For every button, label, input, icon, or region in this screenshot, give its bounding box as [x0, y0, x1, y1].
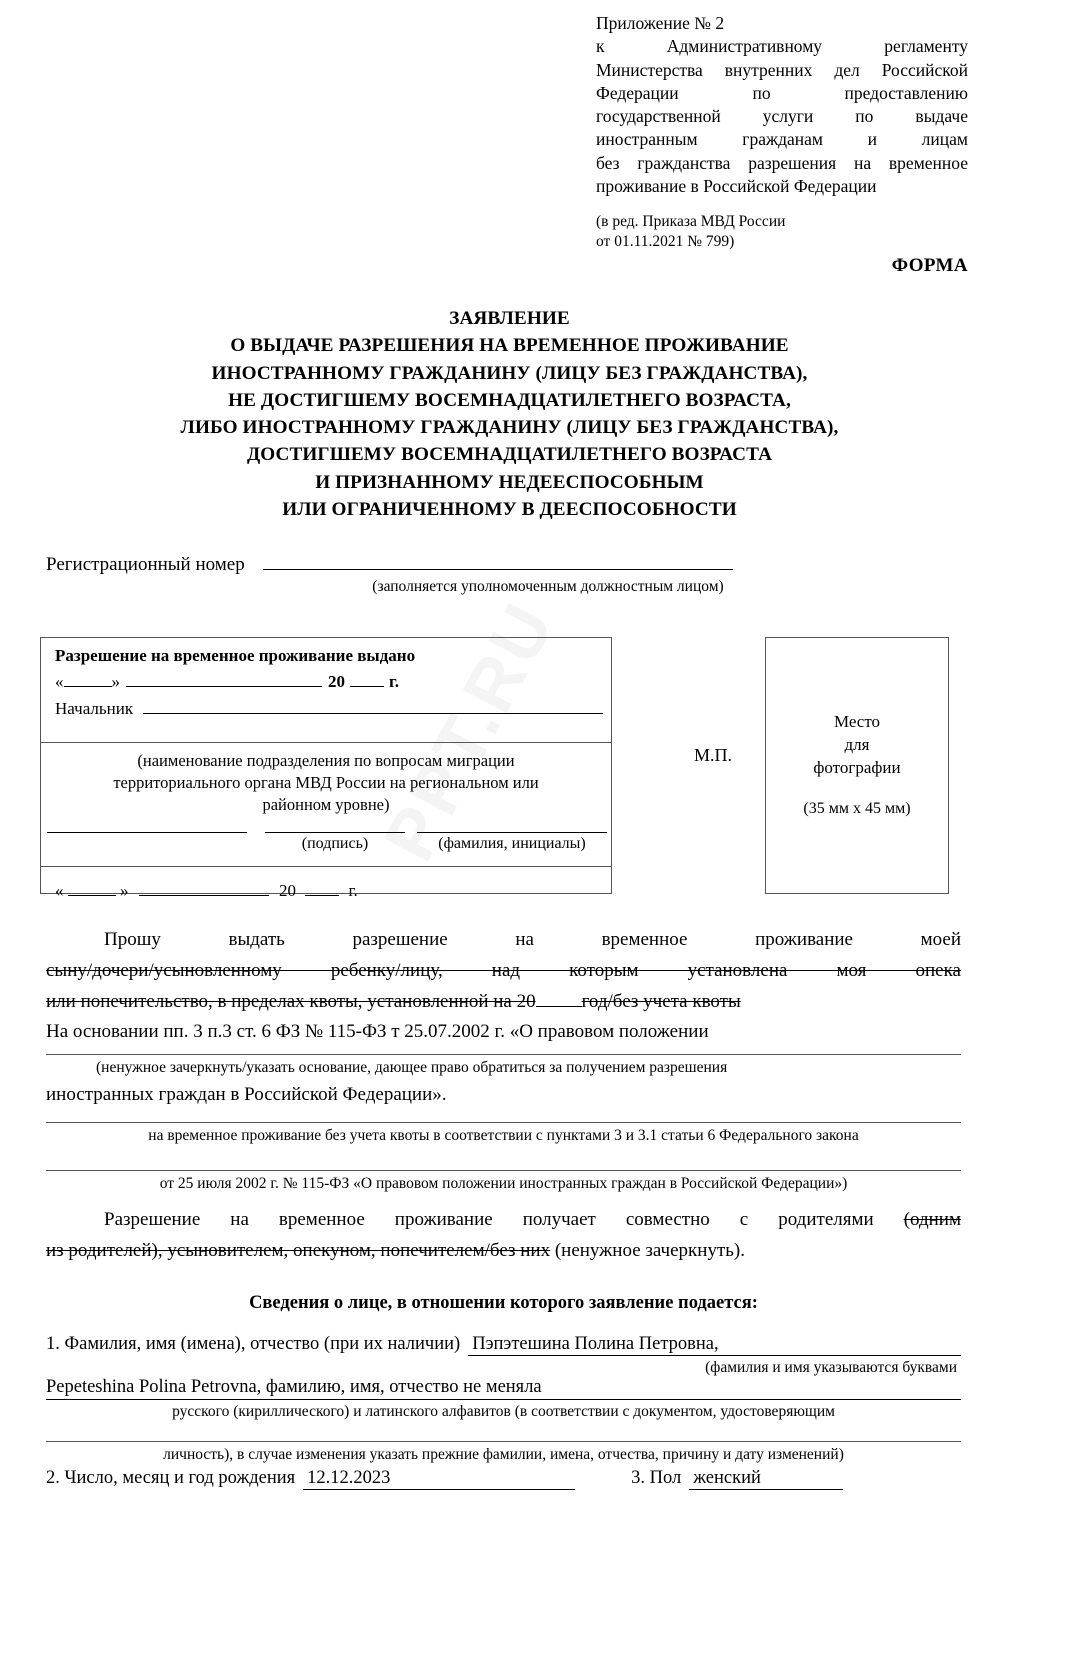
permit-chief-name-caption: [47, 833, 247, 853]
permit-box-divider-top: [41, 742, 611, 743]
permit-issued-title: Разрешение на временное проживание выдано: [55, 646, 416, 665]
permit-department-hint: [51, 750, 601, 815]
permit-bottom-year-prefix: 20: [279, 881, 296, 900]
permit-day-input[interactable]: [64, 671, 112, 687]
appendix-ref-line-2: Министерства внутренних дел Российской: [596, 59, 968, 80]
photo-label-line-3: фотографии: [813, 758, 901, 778]
hint-1-line-1: (ненужное зачеркнуть/указать основание, дающее право обратиться за получением разрешения: [96, 1059, 728, 1077]
edition-note-line-2: от 01.11.2021 № 799): [596, 233, 735, 251]
person-section-heading: Сведения о лице, в отношении которого заявление подается:: [249, 1292, 758, 1313]
request-line-1: Прошу выдать разрешение на временное проживание моей: [104, 929, 961, 950]
title-line-1: ЗАЯВЛЕНИЕ: [449, 308, 570, 329]
birthdate-input[interactable]: 12.12.2023: [303, 1468, 575, 1490]
application-body: [46, 925, 961, 1490]
permit-bottom-day-input[interactable]: [68, 880, 116, 896]
photo-dimensions: (35 мм х 45 мм): [803, 800, 911, 818]
title-line-3: ИНОСТРАННОМУ ГРАЖДАНИНУ (ЛИЦУ БЕЗ ГРАЖДАНСТВА),: [211, 362, 808, 384]
appendix-ref-line-7: проживание в Российской Федерации: [596, 175, 877, 196]
parents-line-2-struck: из родителей), усыновителем, опекуном, попечителем/без них: [46, 1240, 551, 1261]
permit-year-prefix: 20: [328, 672, 345, 691]
title-line-7: И ПРИЗНАННОМУ НЕДЕЕСПОСОБНЫМ: [315, 471, 704, 493]
fullname-row: [46, 1334, 961, 1356]
form-word: ФОРМА: [891, 255, 968, 276]
parents-line-2-plain: (ненужное зачеркнуть).: [550, 1240, 745, 1261]
parents-line-1-plain: Разрешение на временное проживание получает совместно с родителями: [104, 1209, 904, 1231]
page-title: [0, 305, 1019, 523]
hint-2: на временное проживание без учета квоты в соответствии с пунктами 3 и 3.1 статьи 6 Федерального закона: [148, 1127, 859, 1145]
parents-line-2: [46, 1236, 961, 1267]
bottom-date-quote-close: »: [120, 881, 129, 900]
legal-basis-line[interactable]: На основании пп. 3 п.3 ст. 6 ФЗ № 115-ФЗ т 25.07.2002 г. «О правовом положении: [46, 1021, 709, 1043]
appendix-ref-line-1: к Административному регламенту: [596, 36, 968, 57]
quota-year-input[interactable]: [536, 992, 582, 1007]
birthdate-sex-row: [46, 1468, 961, 1490]
permit-box-divider-bottom: [41, 866, 611, 867]
appendix-ref-line-6: без гражданства разрешения на временное: [596, 152, 968, 173]
parents-line-1: [46, 1205, 961, 1236]
quota-line-struck-b: год/без учета квоты: [581, 990, 741, 1012]
appendix-ref-line-4: государственной услуги по выдаче: [596, 106, 968, 127]
birthdate-label: 2. Число, месяц и год рождения: [46, 1468, 296, 1489]
appendix-number: Приложение № 2: [596, 13, 725, 33]
photo-label-line-2: для: [844, 735, 870, 755]
permit-signature-cell[interactable]: [265, 832, 405, 853]
fullname-hint-2: русского (кириллического) и латинского алфавитов (в соответствии с документом, удостоверяющим: [172, 1402, 835, 1420]
fullname-label: 1. Фамилия, имя (имена), отчество (при их наличии): [46, 1333, 461, 1354]
title-line-2: О ВЫДАЧЕ РАЗРЕШЕНИЯ НА ВРЕМЕННОЕ ПРОЖИВАНИЕ: [230, 335, 789, 357]
appendix-ref-line-5: иностранным гражданам и лицам: [596, 129, 968, 150]
quota-line: [46, 987, 961, 1018]
appendix-ref-line-3: Федерации по предоставлению: [596, 82, 968, 103]
hint-1-line-2: иностранных граждан в Российской Федерации».: [46, 1083, 447, 1105]
date-quote-close: »: [111, 672, 120, 691]
photo-label-line-1: Место: [833, 712, 881, 732]
permit-month-input[interactable]: [126, 671, 322, 687]
hint-1: [46, 1055, 961, 1079]
bottom-date-quote-open: «: [55, 881, 64, 900]
title-line-6: ДОСТИГШЕМУ ВОСЕМНАДЦАТИЛЕТНЕГО ВОЗРАСТА: [246, 444, 773, 466]
permit-chief-name-cell[interactable]: [47, 832, 247, 853]
photo-placeholder-box[interactable]: [765, 637, 949, 894]
permit-chief-row: [55, 698, 607, 719]
sex-input[interactable]: женский: [689, 1468, 843, 1490]
permit-department-hint-line-3: районном уровне): [262, 794, 390, 814]
fullname-input[interactable]: Пэпэтешина Полина Петровна,: [468, 1334, 961, 1356]
permit-year-input[interactable]: [350, 671, 384, 687]
registration-number-row: [46, 550, 986, 576]
fullname-hint-3: личность), в случае изменения указать прежние фамилии, имена, отчества, причину и дату изменений): [163, 1445, 844, 1463]
title-line-8: ИЛИ ОГРАНИЧЕННОМУ В ДЕЕСПОСОБНОСТИ: [282, 498, 737, 520]
title-line-4: НЕ ДОСТИГШЕМУ ВОСЕМНАДЦАТИЛЕТНЕГО ВОЗРАСТА,: [228, 389, 791, 411]
permit-signature-caption: (подпись): [301, 835, 369, 852]
hint-3: от 25 июля 2002 г. № 115-ФЗ «О правовом положении иностранных граждан в Российской Федерации»): [159, 1174, 848, 1192]
fullname-latin-input[interactable]: Pepeteshina Polina Petrovna, фамилию, имя, отчество не меняла: [46, 1377, 961, 1400]
permit-issued-box: [40, 637, 612, 900]
registration-number-hint: (заполняется уполномоченным должностным лицом): [372, 578, 724, 595]
permit-year-suffix: г.: [389, 672, 400, 691]
permit-department-hint-line-2: территориального органа МВД России на региональном или: [113, 772, 539, 792]
permit-surname-initials-caption: (фамилия, инициалы): [438, 835, 586, 852]
parents-line-1-struck: (одним: [903, 1209, 961, 1231]
edition-note: [596, 212, 968, 252]
stamp-place-label: М.П.: [694, 745, 733, 765]
permit-signature-row: [41, 832, 611, 853]
edition-note-line-1: (в ред. Приказа МВД России: [596, 213, 786, 231]
sex-label: 3. Пол: [631, 1468, 682, 1489]
date-quote-open: «: [55, 672, 64, 691]
permit-chief-label: Начальник: [55, 699, 134, 718]
permit-bottom-year-input[interactable]: [305, 880, 339, 896]
registration-number-input[interactable]: [263, 550, 733, 570]
title-line-5: ЛИБО ИНОСТРАННОМУ ГРАЖДАНИНУ (ЛИЦУ БЕЗ ГРАЖДАНСТВА),: [180, 417, 839, 439]
permit-bottom-date-row: [55, 880, 358, 901]
permit-bottom-month-input[interactable]: [139, 880, 269, 896]
permit-department-hint-line-1: (наименование подразделения по вопросам миграции: [137, 751, 515, 770]
hint-block-4: [46, 1441, 961, 1466]
hint-block-2: [46, 1122, 961, 1147]
request-line-2-struck: сыну/дочери/усыновленному ребенку/лицу, над которым установлена моя опека: [46, 959, 961, 981]
appendix-header: [596, 12, 968, 252]
registration-number-label: Регистрационный номер: [46, 554, 245, 575]
permit-surname-initials-cell[interactable]: [417, 832, 607, 853]
quota-line-struck-a: или попечительство, в пределах квоты, установленной на 20: [46, 990, 536, 1012]
fullname-hint-1: (фамилия и имя указываются буквами: [705, 1358, 957, 1376]
permit-bottom-year-suffix: г.: [348, 881, 358, 900]
hint-block-1: [46, 1054, 961, 1110]
permit-chief-input[interactable]: [143, 698, 603, 714]
hint-block-3: [46, 1170, 961, 1195]
permit-issue-date-row: [55, 671, 399, 692]
